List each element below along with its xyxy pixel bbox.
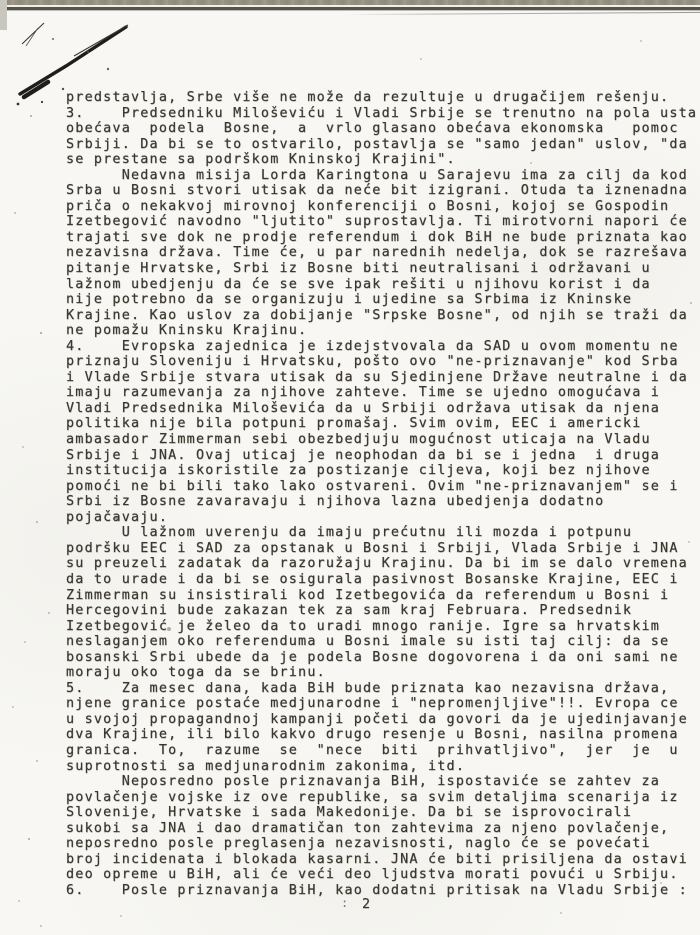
text-line: Vladi Predsednika Miloševića da u Srbiji održava utisak da njena [66,400,661,416]
text-line: Srbiji. Da bi se to ostvarilo, postavlja se "samo jedan" uslov, "da [66,136,688,152]
text-line: ne pomažu Kninsku Krajinu. [66,323,308,339]
text-line: su preuzeli zadatak da razoružaju Krajinu. Da bi im se dalo vremena [66,556,688,572]
text-line: politika nije bila potpuni promašaj. Svim ovim, EEC i americki [66,416,642,432]
text-line: ambasador Zimmerman sebi obezbedjuju mogućnost uticaja na Vladu [66,432,651,448]
text-line: Nedavna misija Lorda Karingtona u Sarajevu ima za cilj da kod [66,167,688,183]
text-line: Neposredno posle priznavanja BiH, ispostaviće se zahtev za [66,774,661,790]
text-line: moraju oko toga da se brinu. [66,665,326,681]
text-line: priznaju Sloveniju i Hrvatsku, pošto ovo "ne-priznavanje" kod Srba [66,354,679,370]
text-line: institucija iskoristile za postizanje ciljeva, koji bez njihove [66,463,651,479]
page-number: 2 [362,897,372,912]
text-line: Zimmerman su insistirali kod Izetbegovića da referendum u Bosni i [66,587,670,603]
text-line: imaju razumevanja za njihove zahteve. Time se ujedno omogućava i [66,385,661,401]
text-line: pojačavaju. [66,509,169,525]
text-line: suprotnosti sa medjunarodnim zakonima, itd. [66,758,466,774]
text-line: Slovenije, Hrvatske i sada Makedonije. Da bi se isprovocirali [66,805,633,821]
text-line: predstavlja, Srbe više ne može da rezultuje u drugačijem rešenju. [66,90,670,105]
text-line: podršku EEC i SAD za opstanak u Bosni i Srbiji, Vlada Srbije i JNA [66,540,679,556]
text-line: povlačenje vojske iz ove republike, sa svim detaljima scenarija iz [66,789,679,805]
text-line: Hercegovini bude zakazan tek za sam kraj Februara. Predsednik [66,603,633,619]
text-line: U lažnom uverenju da imaju prećutnu ili mozda i potpunu [66,525,633,541]
text-line: pitanje Hrvatske, Srbi iz Bosne biti neutralisani i održavani u [66,261,651,277]
text-line: trajati sve dok ne prodje referendum i dok BiH ne bude priznata kao [66,229,688,245]
text-line: 3. Predsedniku Miloševiću i Vladi Srbije se trenutno na pola usta [66,105,698,121]
text-line: neslaganjem oko referenduma u Bosni imale su isti taj cilj: da se [66,634,670,650]
text-line: njene granice postaće medjunarodne i "nepromenjljive"!!. Evropa ce [66,696,679,712]
scan-faint-line [345,12,700,15]
page-number-artifact: : [341,896,349,910]
text-line: Srbije i JNA. Ovaj uticaj je neophodan da bi se i jedna i druga [66,447,661,463]
text-line: se prestane sa podrškom Kninskoj Krajini". [66,152,456,168]
text-line: dva Krajine, ili bilo kakvo drugo resenje u Bosni, nasilna promena [66,727,679,743]
text-line: Izetbegović je želeo da to uradi mnogo ranije. Igre sa hrvatskim [66,618,661,634]
text-line: priča o nekakvoj mirovnoj konferenciji o Bosni, kojoj se Gospodin [66,198,670,214]
text-line: da to urade i da bi se osigurala pasivnost Bosanske Krajine, EEC i [66,571,679,587]
text-line: Izetbegović navodno "ljutito" suprostavlja. Ti mirotvorni napori će [66,214,688,230]
text-line: obećava podela Bosne, a vrlo glasano obećava ekonomska pomoc [66,121,679,137]
text-line: Srbi iz Bosne zavaravaju i njihova lazna ubedjenja dodatno [66,494,605,510]
text-line: Srba u Bosni stvori utisak da neće bit izigrani. Otuda ta iznenadna [66,183,688,199]
scan-edge-left-notch [0,0,7,30]
text-line: 6. Posle priznavanja BiH, kao dodatni pritisak na Vladu Srbije : [66,882,688,898]
text-line: 4. Evropska zajednica je izdejstvovala da SAD u ovom momentu ne [66,338,679,354]
scan-edge-rule [0,7,700,10]
text-line: 5. Za mesec dana, kada BiH bude priznata kao nezavisna država, [66,680,670,696]
text-line: sukobi sa JNA i dao dramatičan ton zahtevima za njeno povlačenje, [66,820,670,836]
text-line: broj incidenata i blokada kasarni. JNA će biti prisiljena da ostavi [66,851,688,867]
document-text [66,90,698,898]
text-line: u svojoj propagandnoj kampanji početi da govori da je ujedinjavanje [66,711,688,727]
text-line: deo opreme u BiH, ali će veći deo ljudstva morati povući u Srbiju. [66,867,679,883]
text-line: neposredno posle preglasenja nezavisnosti, naglo će se povećati [66,836,651,852]
text-line: nezavisna država. Time će, u par narednih nedelja, dok se razrešava [66,245,688,261]
text-line: Krajine. Kao uslov za dobijanje "Srpske Bosne", od njih se traži da [66,307,688,323]
text-line: pomoći ne bi bili tako lako ostvareni. Ovim "ne-priznavanjem" se i [66,478,679,494]
text-line: granica. To, razume se "nece biti prihvatljivo", jer je u [66,742,679,758]
text-line: lažnom ubedjenju da će se sve ipak rešiti u njihovu korist i da [66,276,651,292]
text-line: nije potrebno da se organizuju i ujedine sa Srbima iz Kninske [66,292,633,308]
scan-noise-speckles [0,0,2,2]
text-line: bosanski Srbi ubede da je podela Bosne dogovorena i da oni sami ne [66,649,679,665]
text-line: i Vlade Srbije stvara utisak da su Sjedinjene Države neutralne i da [66,369,688,385]
